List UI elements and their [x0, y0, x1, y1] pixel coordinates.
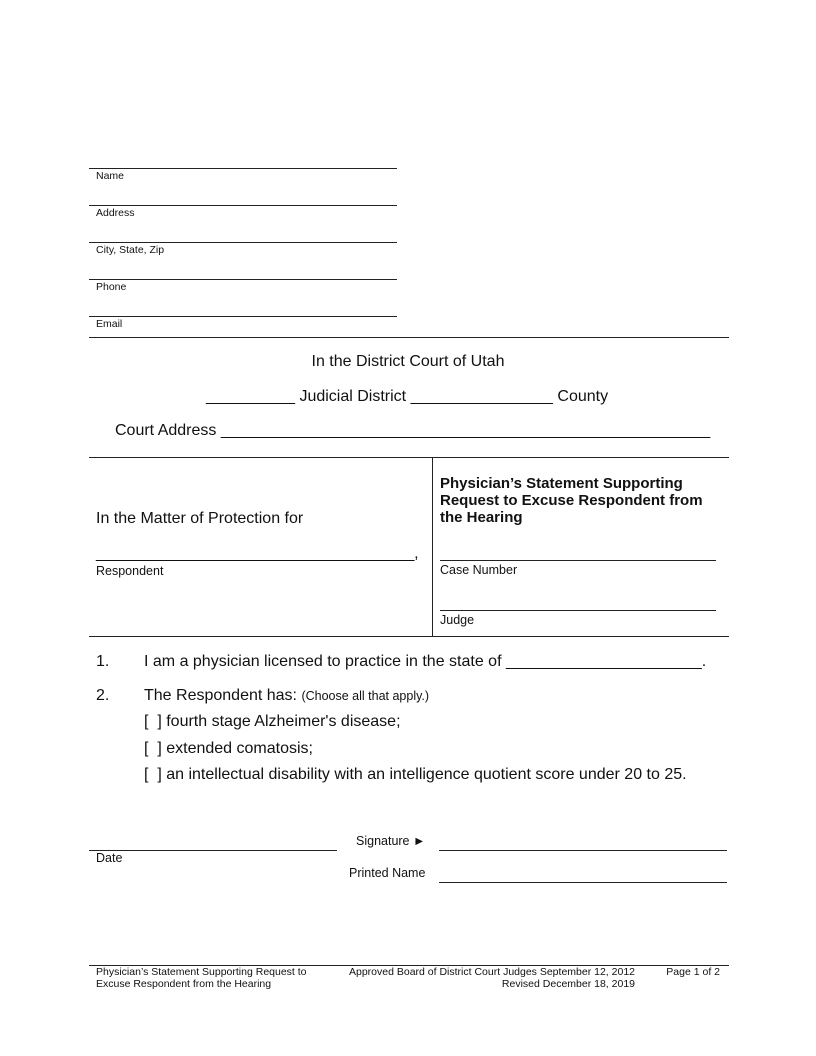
- option-label: an intellectual disability with an intelligence quotient score under 20 to 25.: [166, 766, 687, 783]
- footer-page-number: Page 1 of 2: [666, 966, 720, 978]
- date-label: Date: [96, 851, 123, 865]
- option-comatosis: [144, 740, 313, 758]
- email-line[interactable]: [89, 316, 397, 317]
- name-line[interactable]: [89, 168, 397, 169]
- footer-form-title-line-1: Physician’s Statement Supporting Request to: [96, 966, 307, 978]
- footer-form-title: [96, 966, 307, 990]
- judge-label: Judge: [440, 613, 475, 627]
- form-title: [440, 475, 703, 526]
- phone-label: Phone: [96, 281, 127, 293]
- header-divider: [89, 337, 729, 338]
- option-checkbox[interactable]: [ ]: [144, 713, 162, 730]
- option-label: fourth stage Alzheimer's disease;: [166, 713, 401, 730]
- judge-line[interactable]: [440, 610, 716, 611]
- footer-approved-date: Approved Board of District Court Judges September 12, 2012: [349, 966, 635, 978]
- district-label: Judicial District: [299, 388, 407, 405]
- name-label: Name: [96, 170, 125, 182]
- item-2-note: (Choose all that apply.): [301, 689, 430, 703]
- court-address-blank[interactable]: _______________________________________________________: [220, 422, 711, 439]
- item-1-text: I am a physician licensed to practice in the state of ______________________.: [144, 653, 707, 670]
- item-2-text: The Respondent has:: [144, 687, 297, 704]
- printed-name-line[interactable]: [439, 882, 727, 883]
- option-intellectual-disability: [144, 766, 687, 784]
- case-number-label: Case Number: [440, 563, 518, 577]
- county-label: County: [557, 388, 609, 405]
- date-line[interactable]: [89, 850, 337, 851]
- option-checkbox[interactable]: [ ]: [144, 740, 162, 757]
- respondent-label: Respondent: [96, 564, 164, 578]
- district-blank[interactable]: __________: [206, 388, 295, 405]
- court-title: In the District Court of Utah: [311, 353, 505, 370]
- court-address-label: Court Address: [115, 422, 217, 439]
- email-label: Email: [96, 318, 123, 330]
- city-state-zip-line[interactable]: [89, 242, 397, 243]
- address-label: Address: [96, 207, 135, 219]
- option-alzheimers: [144, 713, 401, 731]
- city-state-zip-label: City, State, Zip: [96, 244, 165, 256]
- caption-bottom-line: [89, 636, 729, 637]
- court-address-row: [115, 422, 710, 440]
- signature-line[interactable]: [439, 850, 727, 851]
- respondent-blank[interactable]: _____________________________________,: [96, 545, 419, 562]
- form-title-line-2: Request to Excuse Respondent from: [440, 492, 703, 509]
- item-2-row: [144, 687, 429, 705]
- item-2-number: 2.: [96, 687, 110, 704]
- option-label: extended comatosis;: [166, 740, 313, 757]
- signature-label: Signature ►: [356, 834, 426, 848]
- form-title-line-1: Physician’s Statement Supporting: [440, 475, 683, 492]
- printed-name-label: Printed Name: [349, 866, 426, 880]
- item-1-number: 1.: [96, 653, 110, 670]
- county-blank[interactable]: ________________: [410, 388, 553, 405]
- form-title-line-3: the Hearing: [440, 509, 523, 526]
- footer-form-title-line-2: Excuse Respondent from the Hearing: [96, 978, 272, 990]
- footer-revised-date: Revised December 18, 2019: [501, 978, 635, 990]
- option-checkbox[interactable]: [ ]: [144, 766, 162, 783]
- caption-vertical-divider: [432, 457, 433, 636]
- case-number-line[interactable]: [440, 560, 716, 561]
- caption-top-line: [89, 457, 729, 458]
- judicial-district-row: [206, 388, 608, 406]
- footer-approval: [330, 966, 635, 990]
- phone-line[interactable]: [89, 279, 397, 280]
- matter-heading: In the Matter of Protection for: [96, 510, 304, 527]
- address-line[interactable]: [89, 205, 397, 206]
